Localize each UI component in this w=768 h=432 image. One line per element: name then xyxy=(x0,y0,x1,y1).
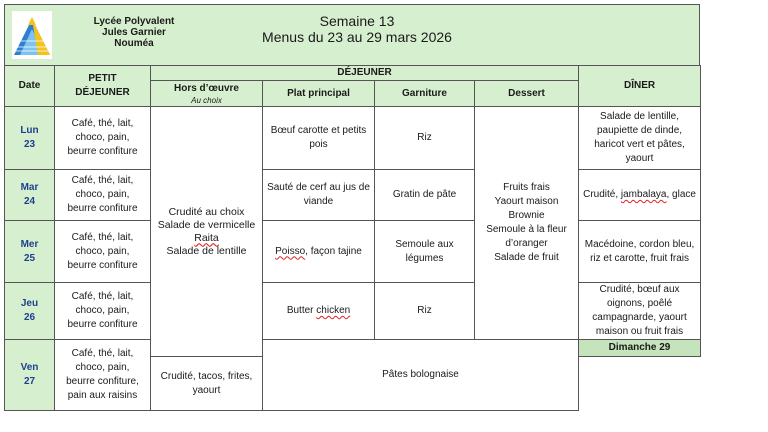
main-text: Poisso xyxy=(275,245,306,257)
dinner-cell-thu: Crudité, bœuf aux oignons, poêlé campagnarde, yaourt maison ou fruit frais xyxy=(579,283,701,340)
side-header: Garniture xyxy=(375,81,475,107)
menu-sheet xyxy=(4,4,700,406)
day-name: Lun xyxy=(20,125,39,136)
dinner-text: jambalaya xyxy=(620,189,667,200)
starter-header-label: Hors d’œuvre xyxy=(173,83,239,94)
school-city: Nouméa xyxy=(114,38,154,49)
breakfast-line: Café, thé, lait, xyxy=(71,231,134,243)
dessert-header: Dessert xyxy=(475,81,579,107)
dinner-text: Crudité, xyxy=(583,189,621,200)
breakfast-cell xyxy=(55,283,151,340)
dessert-item: Semoule à la fleur d’oranger xyxy=(486,224,567,249)
starter-cell xyxy=(151,107,263,357)
school-name-line: Jules Garnier xyxy=(102,27,166,38)
dessert-item: Yaourt maison xyxy=(494,196,559,207)
main-text: Butter xyxy=(286,305,317,316)
week-subtitle: Menus du 23 au 29 mars 2026 xyxy=(262,29,452,45)
starter-item: Raita xyxy=(194,231,219,244)
dinner-cell-sun: Crudité, tacos, frites, yaourt xyxy=(151,357,263,411)
day-name: Jeu xyxy=(20,298,39,309)
dinner-cell-tue xyxy=(579,170,701,221)
breakfast-line: choco, pain, xyxy=(75,362,130,373)
sunday-label: Dimanche 29 xyxy=(579,340,701,357)
day-cell xyxy=(5,283,55,340)
breakfast-line: choco, pain, xyxy=(75,189,130,200)
day-number: 25 xyxy=(23,252,36,264)
main-cell-fri: Pâtes bolognaise xyxy=(263,340,579,411)
main-cell-thu xyxy=(263,283,375,340)
date-header: Date xyxy=(5,66,55,107)
breakfast-header xyxy=(55,66,151,107)
side-cell-thu: Riz xyxy=(375,283,475,340)
breakfast-line: Café, thé, lait, xyxy=(71,291,134,302)
school-name xyxy=(59,16,209,49)
dinner-header: DÎNER xyxy=(579,66,701,107)
day-name: Mer xyxy=(20,238,39,250)
dinner-cell-wed: Macédoine, cordon bleu, riz et carotte, fruit frais xyxy=(579,221,701,283)
school-logo-icon xyxy=(12,11,52,59)
breakfast-cell xyxy=(55,221,151,283)
week-title-block xyxy=(215,13,499,45)
main-text: chicken xyxy=(316,305,351,316)
starter-item: Salade de lentille xyxy=(166,244,247,257)
dessert-item: Fruits frais xyxy=(503,182,550,193)
day-cell xyxy=(5,107,55,170)
school-name-line: Lycée Polyvalent xyxy=(93,16,175,27)
lunch-header: DÉJEUNER xyxy=(151,66,579,81)
side-cell-tue: Gratin de pâte xyxy=(375,170,475,221)
breakfast-header-line: PETIT xyxy=(88,73,117,84)
menu-table xyxy=(4,65,701,411)
breakfast-line: beurre confiture xyxy=(67,146,138,157)
day-cell xyxy=(5,221,55,283)
dessert-item: Brownie xyxy=(508,210,545,221)
breakfast-cell-fri xyxy=(55,340,151,411)
side-cell-wed: Semoule aux légumes xyxy=(375,221,475,283)
day-name: Mar xyxy=(20,182,39,193)
main-cell-tue: Sauté de cerf au jus de viande xyxy=(263,170,375,221)
page-header xyxy=(4,4,700,66)
breakfast-cell xyxy=(55,170,151,221)
breakfast-line: beurre confiture xyxy=(67,259,138,271)
day-number: 26 xyxy=(23,312,36,323)
day-name: Ven xyxy=(20,362,39,373)
breakfast-line: beurre confiture xyxy=(67,319,138,330)
main-cell-wed xyxy=(263,221,375,283)
starter-item: Crudité au choix xyxy=(168,205,245,218)
breakfast-line: Café, thé, lait, xyxy=(71,175,134,186)
dinner-text: , glace xyxy=(666,189,696,200)
week-title: Semaine 13 xyxy=(319,13,395,29)
dinner-cell-mon: Salade de lentille, paupiette de dinde, haricot vert et pâtes, yaourt xyxy=(579,107,701,170)
starter-header xyxy=(151,81,263,107)
day-number: 24 xyxy=(23,196,36,207)
starter-note: Au choix xyxy=(191,96,222,105)
breakfast-line: beurre confiture, xyxy=(66,376,139,387)
main-header: Plat principal xyxy=(263,81,375,107)
day-cell xyxy=(5,340,55,411)
main-text: , façon tajine xyxy=(305,245,362,257)
breakfast-line: choco, pain, xyxy=(75,305,130,316)
day-number: 23 xyxy=(23,139,36,150)
dessert-item: Salade de fruit xyxy=(494,252,559,263)
breakfast-header-line: DÉJEUNER xyxy=(75,87,130,98)
breakfast-line: beurre confiture xyxy=(67,203,138,214)
breakfast-line: Café, thé, lait, xyxy=(71,348,134,359)
breakfast-line: choco, pain, xyxy=(75,132,130,143)
day-number: 27 xyxy=(23,376,36,387)
day-cell xyxy=(5,170,55,221)
breakfast-line: pain aux raisins xyxy=(67,390,138,401)
dessert-cell xyxy=(475,107,579,340)
starter-item: Salade de vermicelle xyxy=(157,218,256,231)
breakfast-line: Café, thé, lait, xyxy=(71,118,134,129)
breakfast-cell xyxy=(55,107,151,170)
main-cell-mon: Bœuf carotte et petits pois xyxy=(263,107,375,170)
breakfast-line: choco, pain, xyxy=(75,245,130,257)
side-cell-mon: Riz xyxy=(375,107,475,170)
